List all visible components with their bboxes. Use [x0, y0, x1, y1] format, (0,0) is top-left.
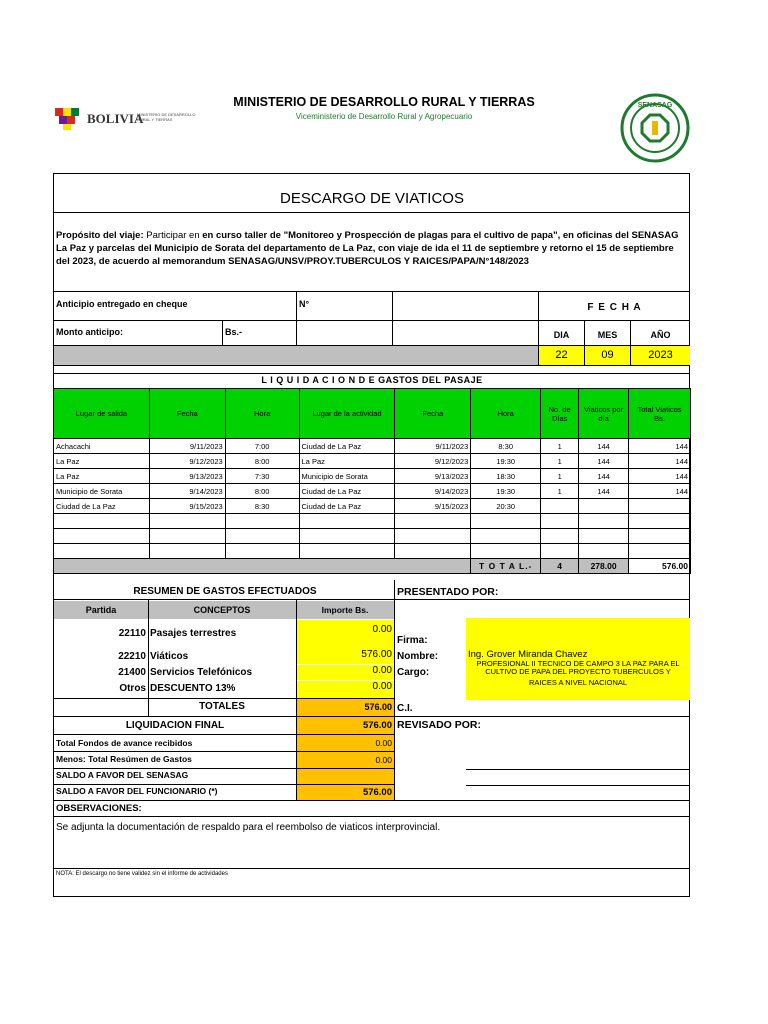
cargo-label: Cargo: [397, 667, 430, 678]
liquidation-title: L I Q U I D A C I O N D E GASTOS DEL PASAJE [261, 375, 483, 385]
cell-per-diem: 144 [579, 469, 629, 484]
firma-label: Firma: [397, 635, 428, 646]
concepto-pasajes: Pasajes terrestres [150, 628, 237, 639]
cell-total: 144 [629, 469, 691, 484]
totales-label: TOTALES [199, 701, 245, 712]
liquidacion-final-label: LIQUIDACION FINAL [125, 720, 225, 731]
partida-22110: 22110 [118, 628, 146, 639]
travel-purpose [56, 229, 686, 268]
cell-total: 144 [629, 454, 691, 469]
cell-total: 144 [629, 439, 691, 454]
number-label: N° [299, 299, 310, 309]
cell-per-diem: 144 [579, 484, 629, 499]
advance-amount-label: Monto anticipo: [56, 327, 123, 337]
importe-telefonicos[interactable]: 0.00 [297, 665, 394, 680]
table-row [54, 484, 691, 499]
cell-destination: Ciudad de La Paz [299, 439, 395, 454]
cell-destination: Ciudad de La Paz [299, 484, 395, 499]
cell-origin: Ciudad de La Paz [54, 499, 150, 514]
purpose-lead: Participar en [146, 230, 200, 241]
cell-time-in: 19:30 [471, 454, 541, 469]
cell-origin: La Paz [54, 469, 150, 484]
cargo-field[interactable] [466, 660, 690, 700]
saldo-funcionario-label: SALDO A FAVOR DEL FUNCIONARIO (*) [56, 786, 218, 796]
saldo-funcionario-value: 576.00 [297, 785, 394, 800]
presented-title: PRESENTADO POR: [397, 586, 499, 598]
cell-total [629, 499, 691, 514]
cargo-overflow-text: PROFESIONAL II TECNICO DE CAMPO 3 LA PAZ PARA EL [476, 660, 680, 666]
total-per-diem: 278.00 [579, 559, 629, 574]
nota-text: NOTA: El descargo no tiene validez sin el informe de actividades [56, 871, 228, 877]
cell-time-out: 8:30 [225, 499, 299, 514]
cell-origin: Achacachi [54, 439, 150, 454]
total-days: 4 [541, 559, 579, 574]
revisado-title: REVISADO POR: [397, 719, 482, 731]
table-row-empty [54, 514, 691, 529]
header-origin: Lugar de salida [54, 389, 150, 439]
partida-22210: 22210 [118, 651, 146, 662]
importe-descuento[interactable]: 0.00 [297, 681, 394, 698]
cell-destination: Municipio de Sorata [299, 469, 395, 484]
month-value[interactable]: 09 [585, 346, 630, 365]
fondos-value[interactable]: 0.00 [297, 735, 394, 751]
cell-date-in: 9/15/2023 [395, 499, 471, 514]
concepto-telefonicos: Servicios Telefónicos [150, 667, 253, 678]
observaciones-text: Se adjunta la documentación de respaldo para el reembolso de viaticos interprovincial. [56, 822, 441, 833]
menos-label: Menos: Total Resúmen de Gastos [56, 754, 192, 764]
importe-viaticos[interactable]: 576.00 [297, 649, 394, 664]
header-time-out: Hora [225, 389, 299, 439]
cell-time-out: 7:30 [225, 469, 299, 484]
importe-pasajes[interactable]: 0.00 [297, 620, 394, 649]
partida-21400: 21400 [118, 667, 146, 678]
table-row [54, 439, 691, 454]
fondos-label: Total Fondos de avance recibidos [56, 738, 193, 748]
cell-date-in: 9/14/2023 [395, 484, 471, 499]
liquidation-header-row [54, 389, 691, 439]
partida-header: Partida [54, 601, 148, 619]
totales-value: 576.00 [297, 699, 394, 716]
cell-date-in: 9/11/2023 [395, 439, 471, 454]
summary-title: RESUMEN DE GASTOS EFECTUADOS [133, 586, 317, 597]
cell-time-in: 20:30 [471, 499, 541, 514]
cell-time-out: 8:00 [225, 484, 299, 499]
cell-per-diem: 144 [579, 439, 629, 454]
cell-days: 1 [541, 439, 579, 454]
cell-time-in: 8:30 [471, 439, 541, 454]
concepto-descuento: DESCUENTO 13% [150, 683, 236, 694]
fecha-label: F E C H A [587, 302, 642, 313]
liquidation-table [53, 388, 691, 574]
senasag-logo [620, 93, 690, 163]
menos-value[interactable]: 0.00 [297, 752, 394, 768]
cell-days: 1 [541, 469, 579, 484]
saldo-senasag-value[interactable] [297, 769, 394, 784]
cell-date-out: 9/13/2023 [149, 469, 225, 484]
cheque-label: Anticipio entregado en cheque [56, 299, 188, 309]
cell-origin: La Paz [54, 454, 150, 469]
header-destination: Lugar de la actividad [299, 389, 395, 439]
month-label: MES [597, 330, 618, 340]
header-days: No. de Días [541, 389, 579, 439]
firma-field[interactable] [466, 618, 690, 649]
cargo-text: CULTIVO DE PAPA DEL PROYECTO TUBERCULOS Y RAICES A NIVEL NACIONAL [485, 667, 671, 687]
gray-band [54, 346, 538, 365]
year-label: AÑO [650, 330, 671, 340]
cell-destination: Ciudad de La Paz [299, 499, 395, 514]
year-value[interactable]: 2023 [631, 346, 690, 365]
header-per-diem: Viaticos por día [579, 389, 629, 439]
partida-otros: Otros [119, 683, 146, 694]
header-time-in: Hora [471, 389, 541, 439]
nombre-label: Nombre: [397, 651, 439, 662]
cell-date-in: 9/13/2023 [395, 469, 471, 484]
cell-days [541, 499, 579, 514]
purpose-label: Propósito del viaje: [56, 230, 144, 241]
cell-date-out: 9/12/2023 [149, 454, 225, 469]
saldo-senasag-label: SALDO A FAVOR DEL SENASAG [56, 770, 189, 780]
cell-time-in: 19:30 [471, 484, 541, 499]
cell-date-out: 9/15/2023 [149, 499, 225, 514]
table-row [54, 454, 691, 469]
table-row-empty [54, 529, 691, 544]
bolivia-logo-text: BOLIVIA [87, 111, 144, 126]
total-amount: 576.00 [629, 559, 691, 574]
liquidacion-final-value: 576.00 [297, 717, 394, 734]
cell-date-out: 9/14/2023 [149, 484, 225, 499]
cell-per-diem [579, 499, 629, 514]
importe-header: Importe Bs. [296, 601, 394, 619]
cell-time-out: 8:00 [225, 454, 299, 469]
header-total-per-diem: Total Viaticos Bs. [629, 389, 691, 439]
table-row-empty [54, 544, 691, 559]
observaciones-label: OBSERVACIONES: [56, 803, 142, 814]
total-row [54, 559, 691, 574]
nombre-field[interactable]: Ing. Grover Miranda Chavez [466, 649, 690, 665]
day-value[interactable]: 22 [539, 346, 584, 365]
conceptos-header: CONCEPTOS [148, 601, 296, 619]
concepto-viaticos: Viáticos [150, 651, 189, 662]
form-title: DESCARGO DE VIATICOS [280, 190, 464, 207]
purpose-text: en curso taller de "Monitoreo y Prospección de plagas para el cultivo de papa", en oficinas del SENASAG La Paz y parcelas del Municipio de Sorata del departamento de La Paz, con viaje de ida el 11 de septiembre y retorno el 15 de septiembre del 2023, de acuerdo al memorandum SENASAG/UNSV/PROY.TUBERCULOS Y RAICES/PAPA/N°148/2023 [56, 230, 679, 267]
table-row [54, 469, 691, 484]
ministry-title: MINISTERIO DE DESARROLLO RURAL Y TIERRAS [233, 95, 535, 109]
cell-date-in: 9/12/2023 [395, 454, 471, 469]
total-label: T O T A L.- [471, 559, 541, 574]
cell-time-out: 7:00 [225, 439, 299, 454]
ministry-logo-small-text: MINISTERIO DE DESARROLLO RURAL Y TIERRAS [137, 112, 196, 122]
cell-days: 1 [541, 484, 579, 499]
cell-destination: La Paz [299, 454, 395, 469]
cell-date-out: 9/11/2023 [149, 439, 225, 454]
cell-days: 1 [541, 454, 579, 469]
cell-time-in: 18:30 [471, 469, 541, 484]
cell-total: 144 [629, 484, 691, 499]
vice-ministry-subtitle: Viceministerio de Desarrollo Rural y Agropecuario [295, 112, 473, 121]
header-date-in: Fecha [395, 389, 471, 439]
cell-origin: Municipio de Sorata [54, 484, 150, 499]
table-row [54, 499, 691, 514]
currency-label: Bs.- [225, 327, 243, 337]
header-date-out: Fecha [149, 389, 225, 439]
ci-label: C.I. [397, 703, 413, 714]
senasag-logo-text: SENASAG [637, 102, 673, 109]
cell-per-diem: 144 [579, 454, 629, 469]
day-label: DIA [553, 330, 570, 340]
